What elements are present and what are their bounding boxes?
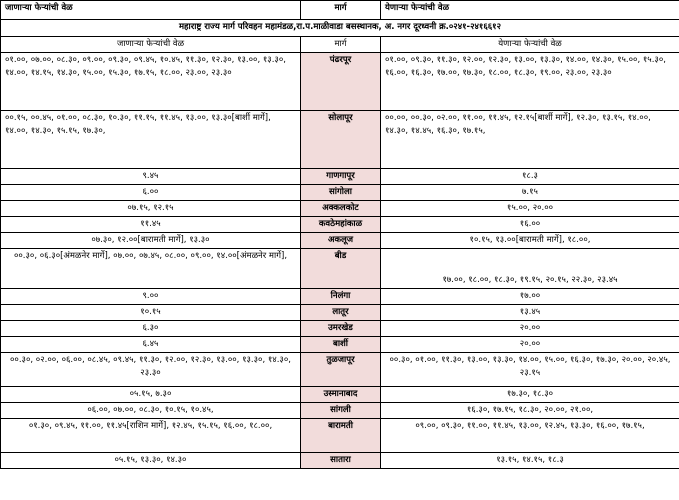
route-title: मार्ग bbox=[301, 1, 381, 20]
table-row bbox=[1, 201, 679, 217]
table-row bbox=[1, 289, 679, 305]
arriving-times: ०९.००, ०९.३०, ११.००, ११.४५, १३.००, १२.४५, १३.३०, १६.००, १७.१५, bbox=[381, 419, 679, 453]
departing-times: ०७.१५, १२.१५ bbox=[1, 201, 301, 217]
route-name: बीड bbox=[301, 249, 381, 289]
route-name: सोलापूर bbox=[301, 111, 381, 169]
route-name: उमरखेड bbox=[301, 321, 381, 337]
departing-times: ०७.३०, १२.००[बारामती मार्गे], १३.३० bbox=[1, 233, 301, 249]
arriving-times: ००.३०, ०१.००, ११.३०, १३.००, १३.३०, १४.००, १५.००, १६.३०, १७.३०, २०.००, २०.४५, २३.१५ bbox=[381, 353, 679, 387]
depot-banner: महाराष्ट्र राज्य मार्ग परिवहन महामंडळ,रा.प.माळीवाडा बसस्थानक, अ. नगर दूरध्वनी क्र.०२४१-२४१६६१२ bbox=[1, 20, 679, 37]
departing-times: ११.४५ bbox=[1, 217, 301, 233]
table-row bbox=[1, 169, 679, 185]
route-name: सातारा bbox=[301, 453, 381, 469]
departing-times: १०.१५ bbox=[1, 305, 301, 321]
table-row bbox=[1, 353, 679, 387]
arriving-times: १०.१५, १३.००[बारामती मार्गे], १८.००, bbox=[381, 233, 679, 249]
route-name: पंढरपूर bbox=[301, 53, 381, 111]
arriving-times: ७.१५ bbox=[381, 185, 679, 201]
departing-times: ०१.३०, ०९.४५, ११.००, ११.४५[राशिन मार्गे], १२.४५, १५.१५, १६.००, १८.००, bbox=[1, 419, 301, 453]
departing-times: ००.१५, ००.४५, ०१.००, ०८.३०, १०.३०, ११.१५, ११.४५, १३.००, १३.३०[बार्शी मार्गे], १४.००, १४.३०, १५.१५, १७.३०, bbox=[1, 111, 301, 169]
arriving-times: २०.०० bbox=[381, 337, 679, 353]
arriving-times: ००.००, ००.३०, ०२.००, ११.००, ११.४५, १२.१५[बार्शी मार्गे], १२.३०, १३.१५, १४.००, १४.३०, १४.४५, १६.३०, १७.१५, bbox=[381, 111, 679, 169]
arriving-times: १८.३ bbox=[381, 169, 679, 185]
table-row bbox=[1, 233, 679, 249]
table-row bbox=[1, 453, 679, 469]
table-row bbox=[1, 111, 679, 169]
arriving-times: ०१.००, ०९.३०, ११.३०, १२.००, १२.३०, १३.००, १३.३०, १४.००, १४.३०, १५.००, १५.३०, १६.००, १६.३०, १७.००, १७.३०, १८.००, १८.३०, १९.००, २३.००, २३.३० bbox=[381, 53, 679, 111]
table-row bbox=[1, 305, 679, 321]
arriving-times: १७.००, १८.००, १८.३०, १९.१५, २०.१५, २२.३०, २३.४५ bbox=[381, 249, 679, 289]
route-name: अक्कलकोट bbox=[301, 201, 381, 217]
departing-times: ०१.००, ०७.००, ०८.३०, ०९.००, ०९.३०, ०९.४५, १०.४५, ११.३०, १२.३०, १३.००, १३.३०, १४.००, १४.१५, १४.३०, १५.००, १५.३०, १७.१५, १८.००, २३.००, २३.३० bbox=[1, 53, 301, 111]
departing-times: ०६.००, ०७.००, ०८.३०, १०.१५, १०.४५, bbox=[1, 403, 301, 419]
subheader-row bbox=[1, 37, 679, 53]
route-name: सांगोला bbox=[301, 185, 381, 201]
table-row bbox=[1, 387, 679, 403]
table-row bbox=[1, 53, 679, 111]
table-row bbox=[1, 249, 679, 289]
route-name: बार्शी bbox=[301, 337, 381, 353]
route-name: कवठेमहांकाळ bbox=[301, 217, 381, 233]
arriving-times: २०.०० bbox=[381, 321, 679, 337]
departing-times: ९.४५ bbox=[1, 169, 301, 185]
title-row bbox=[1, 1, 679, 20]
arriving-times: १५.००, २०.०० bbox=[381, 201, 679, 217]
table-row bbox=[1, 419, 679, 453]
table-row bbox=[1, 403, 679, 419]
departing-times: ०५.१५, १३.३०, १४.३० bbox=[1, 453, 301, 469]
route-name: बारामती bbox=[301, 419, 381, 453]
departing-subheader: जाणाऱ्या फेऱ्यांची वेळ bbox=[1, 37, 301, 53]
arriving-times: १३.१५, १४.१५, १८.३ bbox=[381, 453, 679, 469]
arriving-times: १६.३०, १७.१५, १८.३०, २०.००, २१.००, bbox=[381, 403, 679, 419]
route-name: अकलूज bbox=[301, 233, 381, 249]
arriving-times: १७.०० bbox=[381, 289, 679, 305]
route-name: निलंगा bbox=[301, 289, 381, 305]
route-name: तुळजापूर bbox=[301, 353, 381, 387]
route-name: उस्मानाबाद bbox=[301, 387, 381, 403]
table-row bbox=[1, 321, 679, 337]
departing-times: ००.३०, ०६.३०[अंमळनेर मार्गे], ०७.००, ०७.४५, ०८.००, ०९.००, १४.००[अंमळनेर मार्गे], bbox=[1, 249, 301, 289]
departing-times: ६.३० bbox=[1, 321, 301, 337]
departing-times: ००.३०, ०२.००, ०६.००, ०८.४५, ०९.४५, ११.३०, १२.००, १२.३०, १३.००, १३.३०, १४.३०, २३.३० bbox=[1, 353, 301, 387]
arriving-subheader: येणाऱ्या फेऱ्यांची वेळ bbox=[381, 37, 679, 53]
departing-times: ६.४५ bbox=[1, 337, 301, 353]
table-row bbox=[1, 185, 679, 201]
timetable-body bbox=[1, 1, 679, 469]
banner-row bbox=[1, 20, 679, 37]
departing-times: ९.०० bbox=[1, 289, 301, 305]
table-row bbox=[1, 337, 679, 353]
arriving-title: येणाऱ्या फेऱ्यांची वेळ bbox=[381, 1, 679, 20]
departing-times: ६.०० bbox=[1, 185, 301, 201]
route-name: गाणगापूर bbox=[301, 169, 381, 185]
departing-times: ०५.१५, ७.३० bbox=[1, 387, 301, 403]
arriving-times: १७.३०, १८.३० bbox=[381, 387, 679, 403]
route-name: सांगली bbox=[301, 403, 381, 419]
arriving-times: १३.४५ bbox=[381, 305, 679, 321]
table-row bbox=[1, 217, 679, 233]
arriving-times: १६.०० bbox=[381, 217, 679, 233]
route-name: लातूर bbox=[301, 305, 381, 321]
departing-title: जाणाऱ्या फेऱ्यांची वेळ bbox=[1, 1, 301, 20]
route-subheader: मार्ग bbox=[301, 37, 381, 53]
